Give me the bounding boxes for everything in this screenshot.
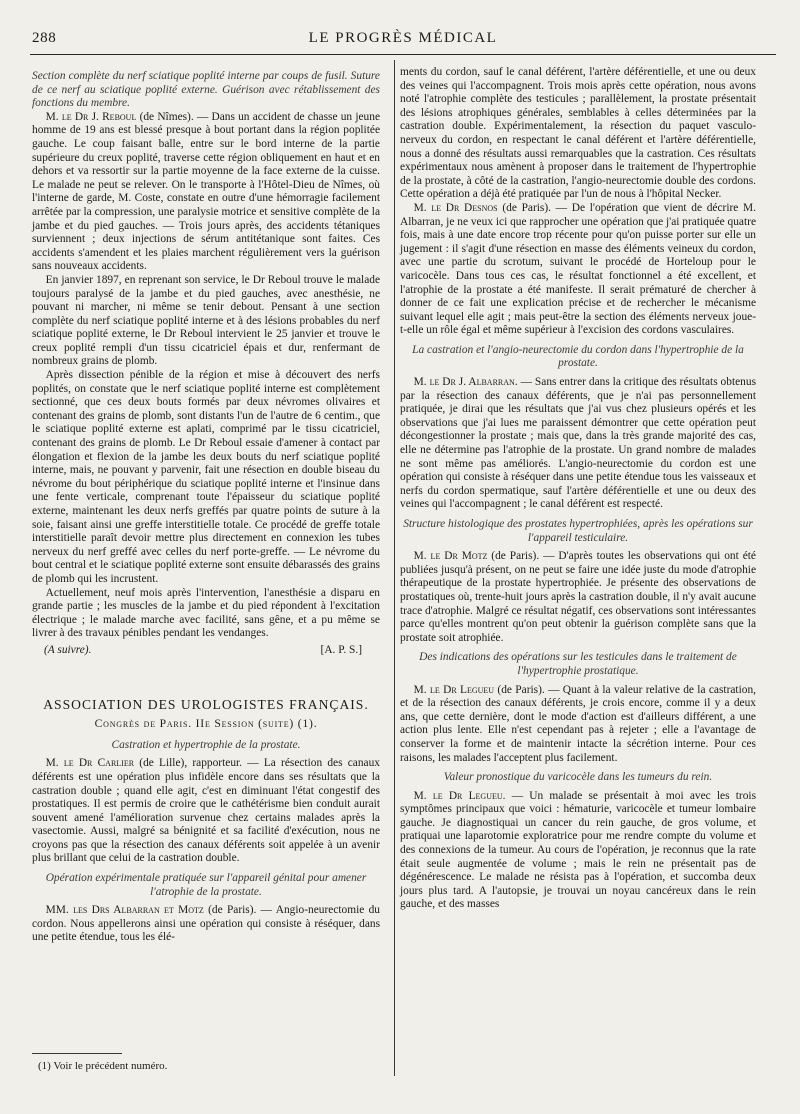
- paragraph-text: . — Un malade se présentait à moi avec les trois symptômes principaux que voici : hématurie, varicocèle et tumeur lombaire gauche. Je diagnostiquai un cancer du rein gauche, de gros volume, et pratiquai une laparotomie exploratrice pour me rendre compte du volume et des connexions de la tumeur. Au cours de l'opération, je reconnus que la rate était seule augmentée de volume ; mais le rein ne présentait pas de dégénérescence. Le malade ne résista pas à l'opération, et succomba deux jours plus tard. A l'autopsie, je trouvai un noyau cancéreux dans le rein gauche, et des masses: [400, 789, 756, 911]
- speaker-name: MM. les Drs Albarran et Motz: [45, 904, 204, 917]
- paragraph-legueu-indications: [400, 684, 756, 766]
- paragraph-reboul-january: En janvier 1897, en reprenant son service, le Dr Reboul trouve le malade toujours paralysé de la jambe et du pied gauches, avec anesthésie, ne pouvant ni marcher, ni même se tenir debout. Pensant à une section complète du nerf sciatique poplité interne et à des lésions probables du nerf sciatique poplité externe, le Dr Reboul intervient le 25 janvier et trouve le creux poplité rempli d'un tissu cicatriciel épais et dur, renfermant de nombreux grains de plomb.: [32, 273, 380, 368]
- column-divider: [394, 60, 395, 1076]
- paragraph-reboul-intro: [32, 111, 380, 274]
- paragraph-text: . — Sans entrer dans la critique des résultats obtenus par la résection des canaux déférents, que je n'ai pas personnellement pratiquée, je dirai que les résultats que j'ai vus chez plusieurs opérés et les observations que j'ai lues me paraissent démontrer que cette opération peut décongestionner la prostate ; mais que, dans la très grande majorité des cas, elle ne détermine pas l'atrophie de la prostate. Un grand nombre de malades ne sont même pas améliorés. L'angio-neurectomie du cordon est une opération qui consiste à réséquer dans une petite étendue tous les vaisseaux et nerfs du cordon spermatique, sauf l'artère déférentielle et une ou deux des veines qui l'accompagnent ; le canal déférent est respecté.: [400, 376, 756, 511]
- journal-title: LE PROGRÈS MÉDICAL: [308, 30, 498, 46]
- session-line: Congrès de Paris. IIe Session (suite) (1).: [94, 717, 318, 731]
- paragraph-continuation: ments du cordon, sauf le canal déférent, l'artère déférentielle, et une ou deux des veines qui l'accompagnent. Trois mois après cette opération, nous avons noté l'atrophie complète des testicules ; parallèlement, la prostate présentait des lésions atrophiques générales, semblables à celles déterminées par la castration double. Expérimentalement, la résection du paquet vasculo-nerveux du cordon, en respectant le canal déférent et l'artère déférentielle, nous a donné des résultats aussi remarquables que la castration. Ces résultats expérimentaux nous amènent à proposer dans le traitement de l'hypertrophie de la prostate, à côté de la castration, l'angio-neurectomie double des cordons. Cette opération a déjà été pratiquée par l'un de nous à l'hôpital Necker.: [400, 66, 756, 201]
- paragraph-albarran-motz: [32, 904, 380, 945]
- paragraph-text: (de Paris). — Quant à la valeur relative de la castration, et de la résection des canaux déférents, je crois encore, comme il y a deux ans, que cette dernière, dont le mode d'action est d'ailleurs différent, a une action plus lente. Elle n'est cependant pas à rejeter ; elle a l'avantage de conserver la forme et de maintenir intacte la sécrétion interne. Pour ces raisons, les malades l'acceptent plus facilement.: [400, 683, 756, 764]
- speaker-name: M. le Dr Desnos: [413, 201, 498, 214]
- paragraph-text: (de Nîmes). — Dans un accident de chasse un jeune homme de 19 ans est blessé presque à bout portant dans la région poplitée gauche. Le coup faisant balle, entre sur le bord interne de la partie supérieure du creux poplité, traverse cette région obliquement en haut et en dehors et va ressortir sur la partie moyenne de la face externe de la cuisse. Le malade ne peut se relever. On le transporte à l'Hôtel-Dieu de Nîmes, où l'interne de garde, M. Coste, constate en outre d'une hémorragie facilement arrêtée par la compression, une paralysie motrice et sensitive complète de la jambe et du pied gauches. — Trois jours après, des accidents tétaniques surviennent ; deux injections de sérum antitétanique sont faites. Ces accidents s'amendent et les plaies marchent régulièrement vers la guérison sans nouveaux accidents.: [32, 110, 381, 273]
- author-initials: [A. P. S.]: [320, 643, 362, 656]
- speaker-name: M. le Dr J. Reboul: [45, 110, 137, 123]
- paragraph-reboul-outcome: Actuellement, neuf mois après l'intervention, l'anesthésie a disparu en grande partie ; les muscles de la jambe et du pied répondent à l'excitation électrique ; le malade marche avec facilité, sans gêne, et a pu même se livrer à des travaux pénibles pendant les vendanges.: [32, 586, 380, 640]
- section-heading-sciatic: Section complète du nerf sciatique poplité interne par coups de fusil. Suture de ce nerf au sciatique poplité externe. Guérison avec rétablissement des fonctions du membre.: [32, 70, 380, 110]
- footnote-rule: [32, 1053, 122, 1054]
- paragraph-carlier: [32, 757, 380, 866]
- speaker-name: M. le Dr J. Albarran: [413, 376, 515, 389]
- paragraph-desnos: [400, 202, 756, 338]
- paragraph-motz: [400, 550, 756, 645]
- to-be-continued: (A suivre).: [44, 643, 92, 656]
- paragraph-reboul-dissection: Après dissection pénible de la région et mise à découvert des nerfs poplités, on constate que le nerf sciatique poplité interne est complètement sectionné, que ces deux bouts formés par deux névromes olivaires et contenant des grains de plomb, sont distants l'un de l'autre de 6 centim., que le sciatique poplité externe est aplati, comprimé par le tissu cicatriciel, contenant des grains de plomb. Le Dr Reboul essaie d'amener à contact par élongation et flexion de la jambe les deux bouts du nerf sciatique poplité interne, mais, ne pouvant y parvenir, fait une résection en double biseau du névrome du bout périphérique du sciatique poplité interne et l'insinue dans une fente verticale, comprenant toute l'épaisseur du sciatique poplité externe, maintenant les deux nerfs greffés par quatre points de suture à la soie, faisant ainsi une greffe interstitielle totale. Ce procédé de greffe totale interstitielle paraît devoir mettre plus directement en connexion les tubes nerveux du nerf greffé avec celles du nerf porte-greffe. — Le névrome du bout central et le sciatique poplité externe sont ensuite débarassés des grains de plomb qui les incrustent.: [32, 369, 380, 585]
- paragraph-legueu-varicocele: [400, 790, 756, 912]
- section-heading-castration: Castration et hypertrophie de la prostate.: [111, 738, 301, 751]
- paragraph-albarran: [400, 376, 756, 512]
- section-heading-indications: Des indications des opérations sur les testicules dans le traitement de l'hypertrophie prostatique.: [419, 651, 737, 677]
- association-title: ASSOCIATION DES UROLOGISTES FRANÇAIS.: [43, 696, 369, 712]
- section-heading-angio: La castration et l'angio-neurectomie du cordon dans l'hypertrophie de la prostate.: [412, 343, 744, 370]
- paragraph-text: (de Paris). — De l'opération que vient de décrire M. Albarran, je ne veux ici que rapprocher une opération que j'ai pratiquée quatre fois, mais à une date encore trop récente pour qu'on puisse porter sur elle un jugement : il s'agit d'une résection en masse des éléments veineux du cordon, avec une partie du scrotum, suivant le procédé de Horteloup pour le varicocèle. Dans tous ces cas, le résultat fonctionnel a été excellent, et l'atrophie de la prostate a été manifeste. Il serait prématuré de chercher à donner de ce fait une explication précise et de rechercher le mécanisme suivant lequel elle agit ; mais peut-être la section des éléments nerveux joue-t-elle un rôle égal et même supérieur à l'excision des cordons vasculaires.: [400, 201, 756, 337]
- paragraph-text: (de Paris). — D'après toutes les observations qui ont été publiées jusqu'à présent, on ne peut se faire une idée juste du mode d'atrophie thérapeutique de la prostate hypertrophiée. Je présente des observations de prostatiques où, trente-huit jours après la castration double, il n'y avait aucune trace d'atrophie. Malgré ce résultat négatif, ces observations sont intéressantes parce qu'elles montrent qu'on peut obtenir la guérison complète sans que la prostate soit atrophiée.: [400, 550, 756, 644]
- speaker-name: M. le Dr Motz: [413, 550, 488, 563]
- speaker-name: M. le Dr Legueu: [413, 683, 495, 696]
- page-number: 288: [32, 30, 57, 46]
- page-header: [32, 30, 774, 50]
- section-heading-varicocele: Valeur pronostique du varicocèle dans les tumeurs du rein.: [443, 771, 713, 784]
- left-column: [32, 70, 380, 945]
- speaker-name: M. le Dr Legueu: [413, 789, 503, 802]
- header-rule: [30, 54, 776, 55]
- paragraph-text: (de Paris). — Angio-neurectomie du cordon. Nous appellerons ainsi une opération qui consiste à réséquer, dans une petite étendue, tous les élé-: [32, 904, 381, 944]
- right-column: [400, 66, 756, 912]
- section-heading-experimental: Opération expérimentale pratiquée sur l'appareil génital pour amener l'atrophie de la prostate.: [45, 872, 367, 898]
- speaker-name: M. le Dr Carlier: [45, 757, 135, 770]
- paragraph-text: (de Lille), rapporteur. — La résection des canaux déférents est une opération plus infidèle encore dans ses résultats que la castration double ; quand elle agit, c'est en diminuant l'état congestif des prostatiques. Il est permis de croire que le cathétérisme bien conduit aurait souvent amené l'amélioration survenue chez certains malades après la vasectomie. Aussi, malgré sa bénignité et sa facilité d'exécution, nous ne croyons pas que la résection des canaux déférents soit appelée à un avenir plus brillant que celui de la castration double.: [32, 757, 380, 865]
- article-signature: [32, 644, 380, 658]
- footnote: (1) Voir le précédent numéro.: [38, 1060, 168, 1072]
- section-heading-histology: Structure histologique des prostates hypertrophiées, après les opérations sur l'appareil testiculaire.: [403, 518, 753, 544]
